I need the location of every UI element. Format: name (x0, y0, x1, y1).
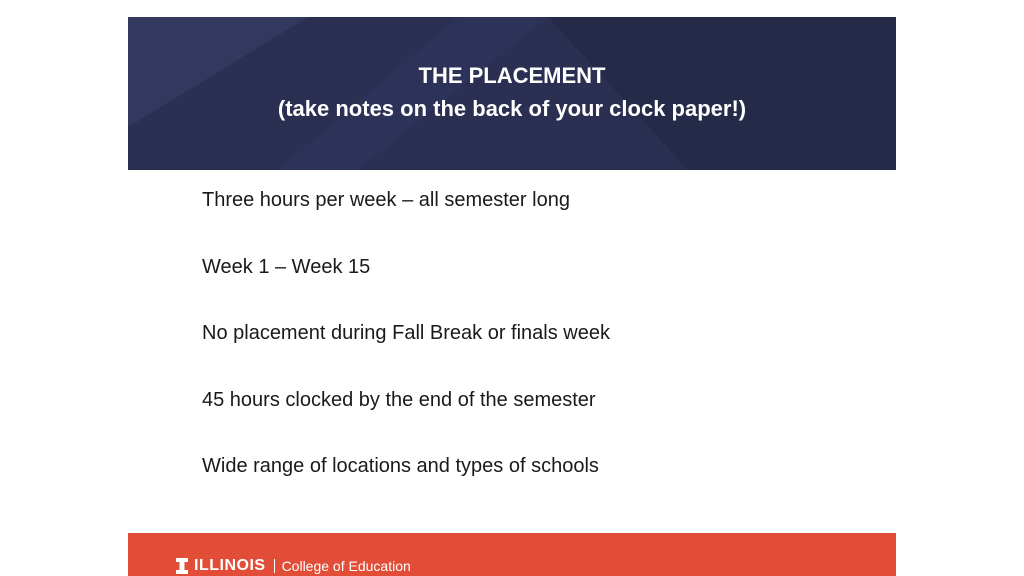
bullet-item: Wide range of locations and types of schools (202, 455, 599, 477)
bullet-item: No placement during Fall Break or finals week (202, 322, 610, 344)
slide-subtitle: (take notes on the back of your clock paper!) (277, 96, 747, 121)
logo-divider (274, 559, 275, 573)
slide-title: THE PLACEMENT (418, 63, 606, 88)
bullet-item: 45 hours clocked by the end of the semester (202, 388, 596, 411)
block-i-icon (176, 558, 188, 574)
header-text (128, 59, 896, 125)
bullet-list (202, 185, 842, 518)
bullet-item: Week 1 – Week 15 (202, 255, 371, 278)
logo-name: ILLINOIS (194, 557, 266, 574)
header-banner (128, 17, 896, 170)
illinois-logo (176, 557, 411, 575)
bullet-item: Three hours per week – all semester long (202, 189, 570, 211)
college-name: College of Education (281, 558, 411, 574)
footer-bar (128, 533, 896, 576)
